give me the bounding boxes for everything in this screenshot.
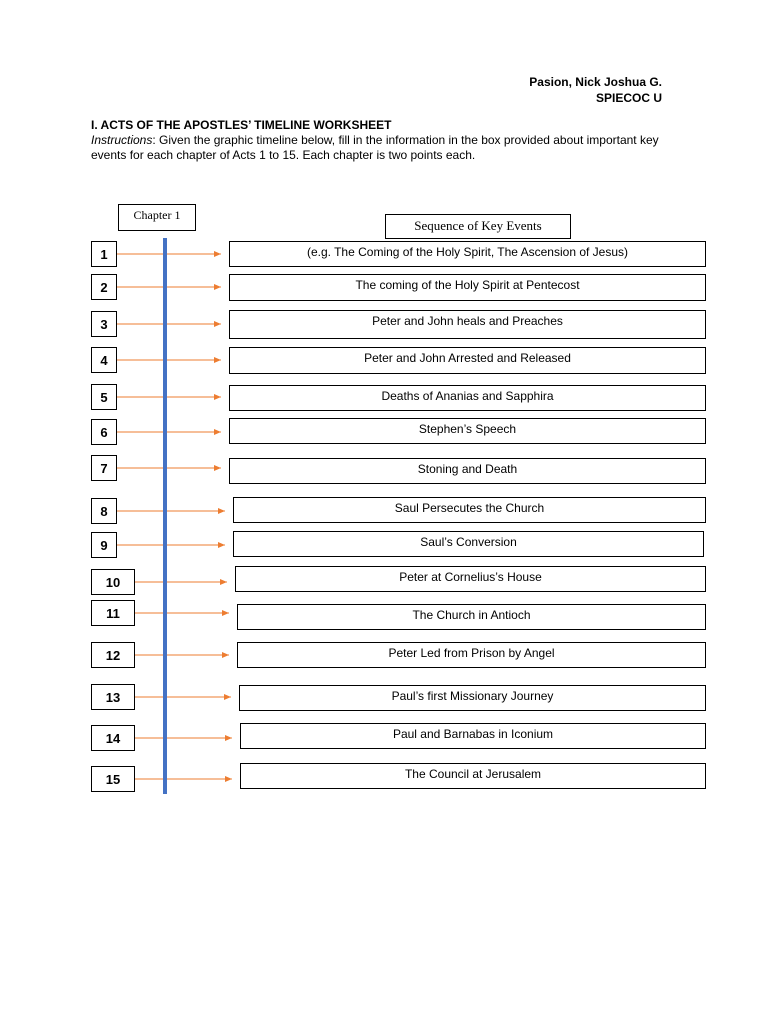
event-box-4[interactable] <box>229 347 706 374</box>
event-box-6[interactable] <box>229 418 706 444</box>
instructions-text: : Given the graphic timeline below, fill in the information in the box provided about important key events for each chapter of Acts 1 to 15. Each chapter is two points each. <box>91 133 659 162</box>
event-text: Stoning and Death <box>417 462 518 476</box>
event-text: The Church in Antioch <box>412 608 531 622</box>
event-text: Stephen’s Speech <box>418 422 517 436</box>
student-name: Pasion, Nick Joshua G. <box>529 75 662 89</box>
chapter-number-14: 14 <box>91 725 135 751</box>
event-text: Saul’s Conversion <box>420 535 517 549</box>
event-text: Paul’s first Missionary Journey <box>391 689 554 703</box>
instructions-label: Instructions <box>91 133 153 147</box>
event-text: Paul and Barnabas in Iconium <box>392 727 554 741</box>
event-box-14[interactable] <box>240 723 706 749</box>
event-box-12[interactable] <box>237 642 706 668</box>
event-text: Peter at Cornelius’s House <box>399 570 542 584</box>
chapter-number-9: 9 <box>91 532 117 558</box>
chapter-number-3: 3 <box>91 311 117 337</box>
event-text: (e.g. The Coming of the Holy Spirit, The Ascension of Jesus) <box>306 245 629 259</box>
chapter-number-12: 12 <box>91 642 135 668</box>
chapter-number-2: 2 <box>91 274 117 300</box>
event-text: Peter and John heals and Preaches <box>372 314 563 328</box>
event-box-5[interactable] <box>229 385 706 411</box>
event-box-9[interactable] <box>233 531 704 557</box>
event-box-3[interactable] <box>229 310 706 339</box>
chapter-number-6: 6 <box>91 419 117 445</box>
chapter-number-11: 11 <box>91 600 135 626</box>
event-box-15[interactable] <box>240 763 706 789</box>
event-text: Saul Persecutes the Church <box>394 501 545 515</box>
event-text: Deaths of Ananias and Sapphira <box>381 389 554 403</box>
worksheet-title: I. ACTS OF THE APOSTLES’ TIMELINE WORKSHEET <box>91 118 392 132</box>
student-section: SPIECOC U <box>595 91 662 105</box>
event-box-11[interactable] <box>237 604 706 630</box>
timeline-bar <box>163 238 167 794</box>
event-text: Peter and John Arrested and Released <box>364 351 571 365</box>
chapter-number-5: 5 <box>91 384 117 410</box>
event-box-2[interactable] <box>229 274 706 301</box>
chapter-number-1: 1 <box>91 241 117 267</box>
sequence-header: Sequence of Key Events <box>385 214 571 239</box>
chapter-header: Chapter 1 <box>118 204 196 231</box>
event-text: Peter Led from Prison by Angel <box>388 646 555 660</box>
chapter-number-15: 15 <box>91 766 135 792</box>
event-box-7[interactable] <box>229 458 706 484</box>
event-box-8[interactable] <box>233 497 706 523</box>
chapter-number-4: 4 <box>91 347 117 373</box>
chapter-number-8: 8 <box>91 498 117 524</box>
event-text: The coming of the Holy Spirit at Pentecost <box>355 278 580 292</box>
event-box-1[interactable] <box>229 241 706 267</box>
chapter-number-7: 7 <box>91 455 117 481</box>
event-box-13[interactable] <box>239 685 706 711</box>
chapter-number-13: 13 <box>91 684 135 710</box>
event-box-10[interactable] <box>235 566 706 592</box>
event-text: The Council at Jerusalem <box>404 767 542 781</box>
chapter-number-10: 10 <box>91 569 135 595</box>
